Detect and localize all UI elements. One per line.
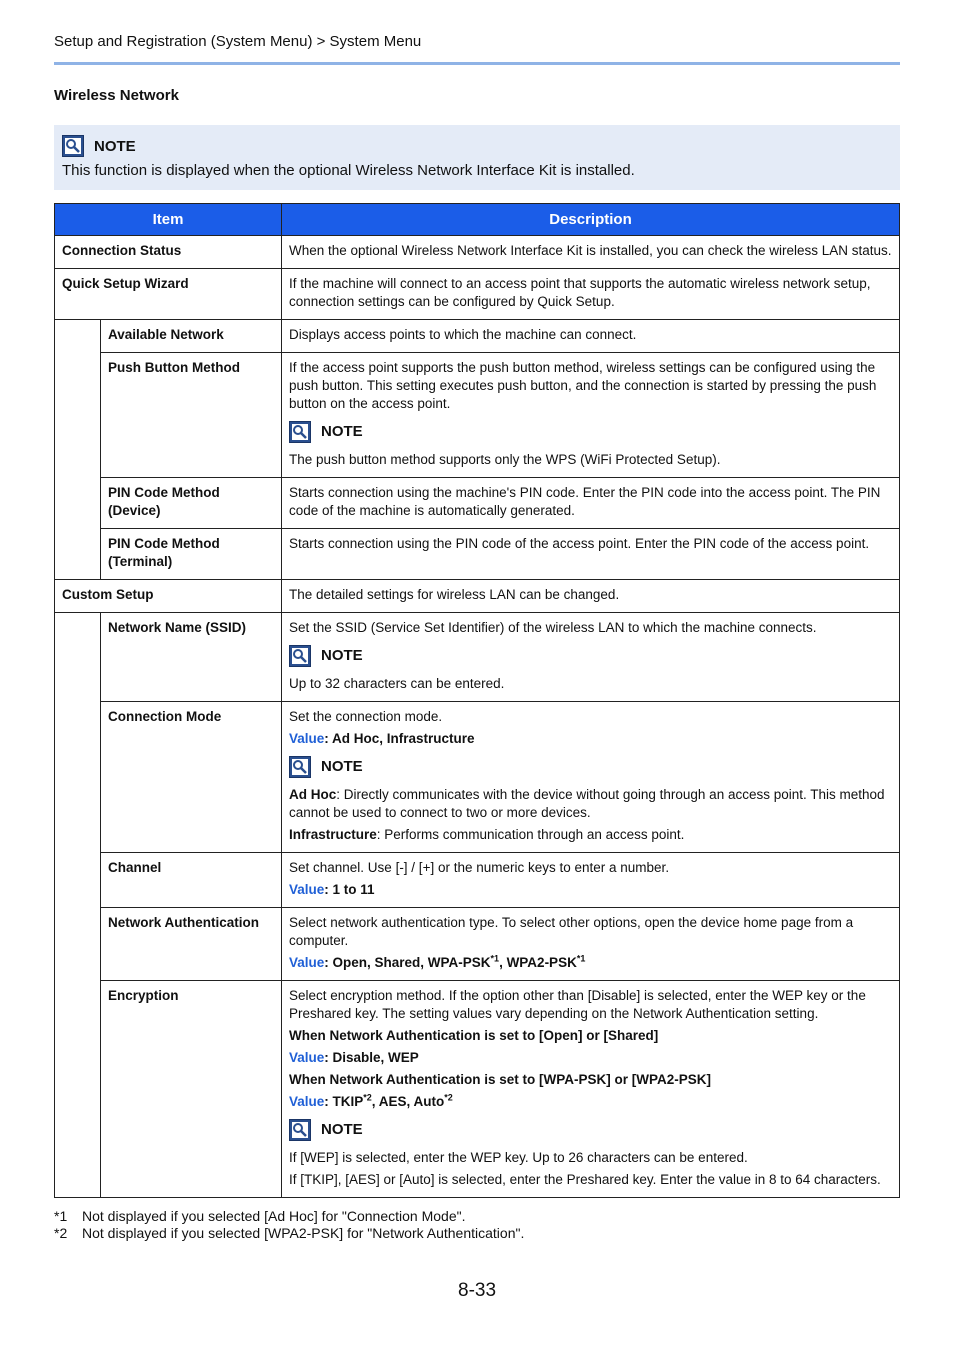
value-text: , AES, Auto bbox=[371, 1094, 445, 1109]
indent-cell bbox=[55, 353, 101, 478]
table-row bbox=[55, 320, 900, 353]
value-label: Value bbox=[289, 1050, 325, 1065]
note-text bbox=[289, 826, 892, 844]
note-icon bbox=[289, 1119, 311, 1141]
note-label: NOTE bbox=[321, 423, 363, 440]
condition-heading: When Network Authentication is set to [Open] or [Shared] bbox=[289, 1028, 659, 1043]
value-line bbox=[289, 1049, 892, 1067]
table-row bbox=[55, 613, 900, 702]
footnote-ref: *1 bbox=[576, 953, 586, 964]
page-number: 8-33 bbox=[458, 1280, 497, 1301]
term-text: : Directly communicates with the device without going through an access point. This method cannot be used to connect to two or more devices. bbox=[289, 787, 885, 820]
description-cell bbox=[282, 702, 900, 853]
description-cell: When the optional Wireless Network Interface Kit is installed, you can check the wireless LAN status. bbox=[282, 236, 900, 269]
footnote bbox=[54, 1208, 524, 1225]
item-cell: PIN Code Method (Terminal) bbox=[101, 529, 282, 580]
footnotes bbox=[54, 1208, 524, 1242]
table-row bbox=[55, 908, 900, 981]
footnote-mark: *2 bbox=[54, 1225, 68, 1241]
indent-cell bbox=[55, 478, 101, 529]
table-row bbox=[55, 269, 900, 320]
description-text: Set the connection mode. bbox=[289, 709, 443, 724]
note-heading bbox=[289, 645, 892, 667]
value-text: : Open, Shared, WPA-PSK bbox=[324, 955, 491, 970]
item-cell: Connection Status bbox=[55, 236, 282, 269]
value-text: , WPA2-PSK bbox=[499, 955, 577, 970]
value-text: : 1 to 11 bbox=[324, 882, 375, 897]
indent-cell bbox=[55, 613, 101, 702]
value-label: Value bbox=[289, 955, 325, 970]
condition-heading: When Network Authentication is set to [WPA-PSK] or [WPA2-PSK] bbox=[289, 1072, 712, 1087]
note-heading bbox=[289, 756, 892, 778]
description-cell: If the machine will connect to an access point that supports the automatic wireless network setup, connection settings can be configured by Quick Setup. bbox=[282, 269, 900, 320]
table-row bbox=[55, 702, 900, 853]
table-row bbox=[55, 529, 900, 580]
table-row bbox=[55, 353, 900, 478]
top-note-box bbox=[54, 125, 900, 190]
value-line bbox=[289, 1093, 892, 1111]
table-row bbox=[55, 236, 900, 269]
note-icon bbox=[289, 756, 311, 778]
description-cell: Displays access points to which the machine can connect. bbox=[282, 320, 900, 353]
note-icon bbox=[289, 421, 311, 443]
breadcrumb: Setup and Registration (System Menu) > System Menu bbox=[54, 33, 422, 50]
column-header-item: Item bbox=[55, 204, 282, 236]
note-label: NOTE bbox=[94, 137, 136, 155]
table-row bbox=[55, 478, 900, 529]
description-text: If the access point supports the push button method, wireless settings can be configured using the push button. This setting executes push button, and the connection is started by pressing the push button on the access point. bbox=[289, 360, 877, 411]
table-row bbox=[55, 853, 900, 908]
section-title: Wireless Network bbox=[54, 87, 179, 104]
note-icon bbox=[62, 135, 84, 157]
value-text: : Ad Hoc, Infrastructure bbox=[324, 731, 475, 746]
item-cell: Available Network bbox=[101, 320, 282, 353]
description-cell bbox=[282, 853, 900, 908]
note-icon bbox=[289, 645, 311, 667]
value-label: Value bbox=[289, 731, 325, 746]
footnote-text: Not displayed if you selected [Ad Hoc] for "Connection Mode". bbox=[82, 1208, 466, 1224]
note-text: This function is displayed when the optional Wireless Network Interface Kit is installed. bbox=[62, 162, 635, 179]
value-text: : Disable, WEP bbox=[324, 1050, 419, 1065]
footnote-ref: *1 bbox=[490, 953, 500, 964]
item-cell: Network Name (SSID) bbox=[101, 613, 282, 702]
description-text: Set the SSID (Service Set Identifier) of the wireless LAN to which the machine connects. bbox=[289, 620, 817, 635]
description-text: Select network authentication type. To select other options, open the device home page from a computer. bbox=[289, 915, 854, 948]
description-text: Set channel. Use [-] / [+] or the numeric keys to enter a number. bbox=[289, 860, 670, 875]
description-cell bbox=[282, 613, 900, 702]
indent-cell bbox=[55, 853, 101, 908]
description-cell: Starts connection using the machine's PIN code. Enter the PIN code into the access point. The PIN code of the machine is automatically generated. bbox=[282, 478, 900, 529]
value-label: Value bbox=[289, 1094, 325, 1109]
column-header-description: Description bbox=[282, 204, 900, 236]
note-text bbox=[289, 786, 892, 822]
note-text: If [TKIP], [AES] or [Auto] is selected, enter the Preshared key. Enter the value in 8 to 64 characters. bbox=[289, 1172, 881, 1187]
value-text: : TKIP bbox=[324, 1094, 364, 1109]
note-text: Up to 32 characters can be entered. bbox=[289, 676, 505, 691]
term: Ad Hoc bbox=[289, 787, 337, 802]
footnote bbox=[54, 1225, 524, 1242]
footnote-ref: *2 bbox=[444, 1092, 453, 1103]
description-cell: The detailed settings for wireless LAN can be changed. bbox=[282, 580, 900, 613]
note-text: If [WEP] is selected, enter the WEP key. Up to 26 characters can be entered. bbox=[289, 1150, 748, 1165]
description-cell bbox=[282, 908, 900, 981]
term-text: : Performs communication through an access point. bbox=[376, 827, 685, 842]
note-heading bbox=[289, 1119, 892, 1141]
item-cell: Push Button Method bbox=[101, 353, 282, 478]
note-label: NOTE bbox=[321, 1121, 363, 1138]
note-label: NOTE bbox=[321, 758, 363, 775]
indent-cell bbox=[55, 529, 101, 580]
table-row bbox=[55, 981, 900, 1198]
item-cell: Custom Setup bbox=[55, 580, 282, 613]
item-cell: Channel bbox=[101, 853, 282, 908]
header-rule bbox=[54, 62, 900, 65]
item-cell: Connection Mode bbox=[101, 702, 282, 853]
note-heading bbox=[289, 421, 892, 443]
indent-cell bbox=[55, 320, 101, 353]
table-row bbox=[55, 580, 900, 613]
item-cell: Encryption bbox=[101, 981, 282, 1198]
description-cell bbox=[282, 353, 900, 478]
value-line bbox=[289, 954, 892, 972]
description-text: Select encryption method. If the option other than [Disable] is selected, enter the WEP key or the Preshared key. The setting values vary depending on the Network Authentication setting. bbox=[289, 988, 866, 1021]
note-label: NOTE bbox=[321, 647, 363, 664]
settings-table bbox=[54, 203, 900, 1198]
description-cell bbox=[282, 981, 900, 1198]
value-label: Value bbox=[289, 882, 325, 897]
value-line bbox=[289, 881, 892, 899]
footnote-ref: *2 bbox=[363, 1092, 372, 1103]
indent-cell bbox=[55, 981, 101, 1198]
item-cell: Network Authentication bbox=[101, 908, 282, 981]
footnote-mark: *1 bbox=[54, 1208, 68, 1224]
footnote-text: Not displayed if you selected [WPA2-PSK] for "Network Authentication". bbox=[82, 1225, 525, 1241]
note-text: The push button method supports only the WPS (WiFi Protected Setup). bbox=[289, 452, 721, 467]
item-cell: Quick Setup Wizard bbox=[55, 269, 282, 320]
indent-cell bbox=[55, 908, 101, 981]
value-line bbox=[289, 730, 892, 748]
indent-cell bbox=[55, 702, 101, 853]
description-cell: Starts connection using the PIN code of the access point. Enter the PIN code of the access point. bbox=[282, 529, 900, 580]
term: Infrastructure bbox=[289, 827, 377, 842]
item-cell: PIN Code Method (Device) bbox=[101, 478, 282, 529]
